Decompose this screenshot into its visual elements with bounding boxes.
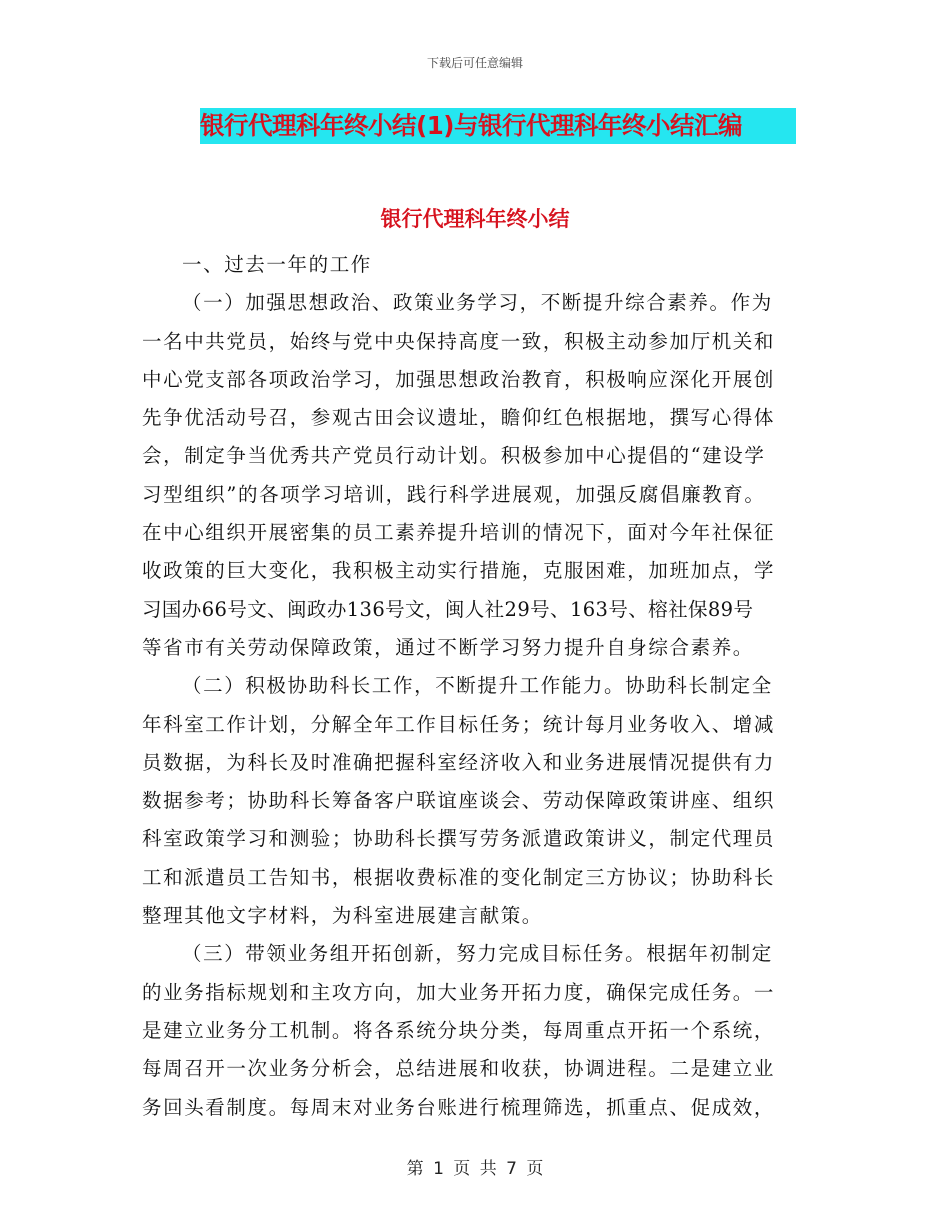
paragraph-line: 等省市有关劳动保障政策，通过不断学习努力提升自身综合素养。 — [142, 635, 754, 659]
document-title-highlight — [200, 108, 796, 144]
header-note: 下载后可任意编辑 — [426, 56, 523, 70]
paragraph-line: 每周召开一次业务分析会，总结进展和收获，协调进程。二是建立业 — [142, 1057, 776, 1081]
paragraph-line: 中心党支部各项政治学习，加强思想政治教育，积极响应深化开展创 — [142, 367, 776, 391]
paragraph-line: 收政策的巨大变化，我积极主动实行措施，克服困难，加班加点，学 — [142, 559, 776, 583]
paragraph-line: 务回头看制度。每周末对业务台账进行梳理筛选，抓重点、促成效， — [142, 1095, 776, 1119]
paragraph-line: （二）积极协助科长工作，不断提升工作能力。协助科长制定全 — [182, 674, 773, 698]
paragraph-line: 数据参考；协助科长筹备客户联谊座谈会、劳动保障政策讲座、组织 — [142, 789, 776, 813]
section-title: 银行代理科年终小结 — [380, 207, 570, 231]
paragraph-line: （三）带领业务组开拓创新，努力完成目标任务。根据年初制定 — [182, 942, 773, 966]
paragraph-line: 习型组织”的各项学习培训，践行科学进展观，加强反腐倡廉教育。 — [142, 482, 766, 506]
paragraph-line: 的业务指标规划和主攻方向，加大业务开拓力度，确保完成任务。一 — [142, 980, 776, 1004]
paragraph-line: 工和派遣员工告知书，根据收费标准的变化制定三方协议；协助科长 — [142, 865, 776, 889]
section-heading: 一、过去一年的工作 — [182, 253, 372, 276]
paragraph-line: 员数据，为科长及时准确把握科室经济收入和业务进展情况提供有力 — [142, 750, 776, 774]
paragraph-line: 习国办66号文、闽政办136号文，闽人社29号、163号、榕社保89号 — [142, 597, 754, 621]
paragraph-line: 整理其他文字材料，为科室进展建言献策。 — [142, 904, 543, 928]
paragraph-line: 在中心组织开展密集的员工素养提升培训的情况下，面对今年社保征 — [142, 521, 776, 545]
paragraph-line: 会，制定争当优秀共产党员行动计划。积极参加中心提倡的“建设学 — [142, 444, 766, 468]
document-title: 银行代理科年终小结(1)与银行代理科年终小结汇编 — [200, 111, 742, 140]
paragraph-line: 先争优活动号召，参观古田会议遗址，瞻仰红色根据地，撰写心得体 — [142, 406, 776, 430]
page-number: 第 1 页 共 7 页 — [406, 1159, 544, 1179]
document-body — [142, 246, 812, 1127]
paragraph-line: 科室政策学习和测验；协助科长撰写劳务派遣政策讲义，制定代理员 — [142, 827, 776, 851]
paragraph-line: 一名中共党员，始终与党中央保持高度一致，积极主动参加厅机关和 — [142, 329, 776, 353]
paragraph-line: 是建立业务分工机制。将各系统分块分类，每周重点开拓一个系统， — [142, 1018, 776, 1042]
paragraph-line: （一）加强思想政治、政策业务学习，不断提升综合素养。作为 — [182, 291, 773, 315]
paragraph-line: 年科室工作计划，分解全年工作目标任务；统计每月业务收入、增减 — [142, 712, 776, 736]
